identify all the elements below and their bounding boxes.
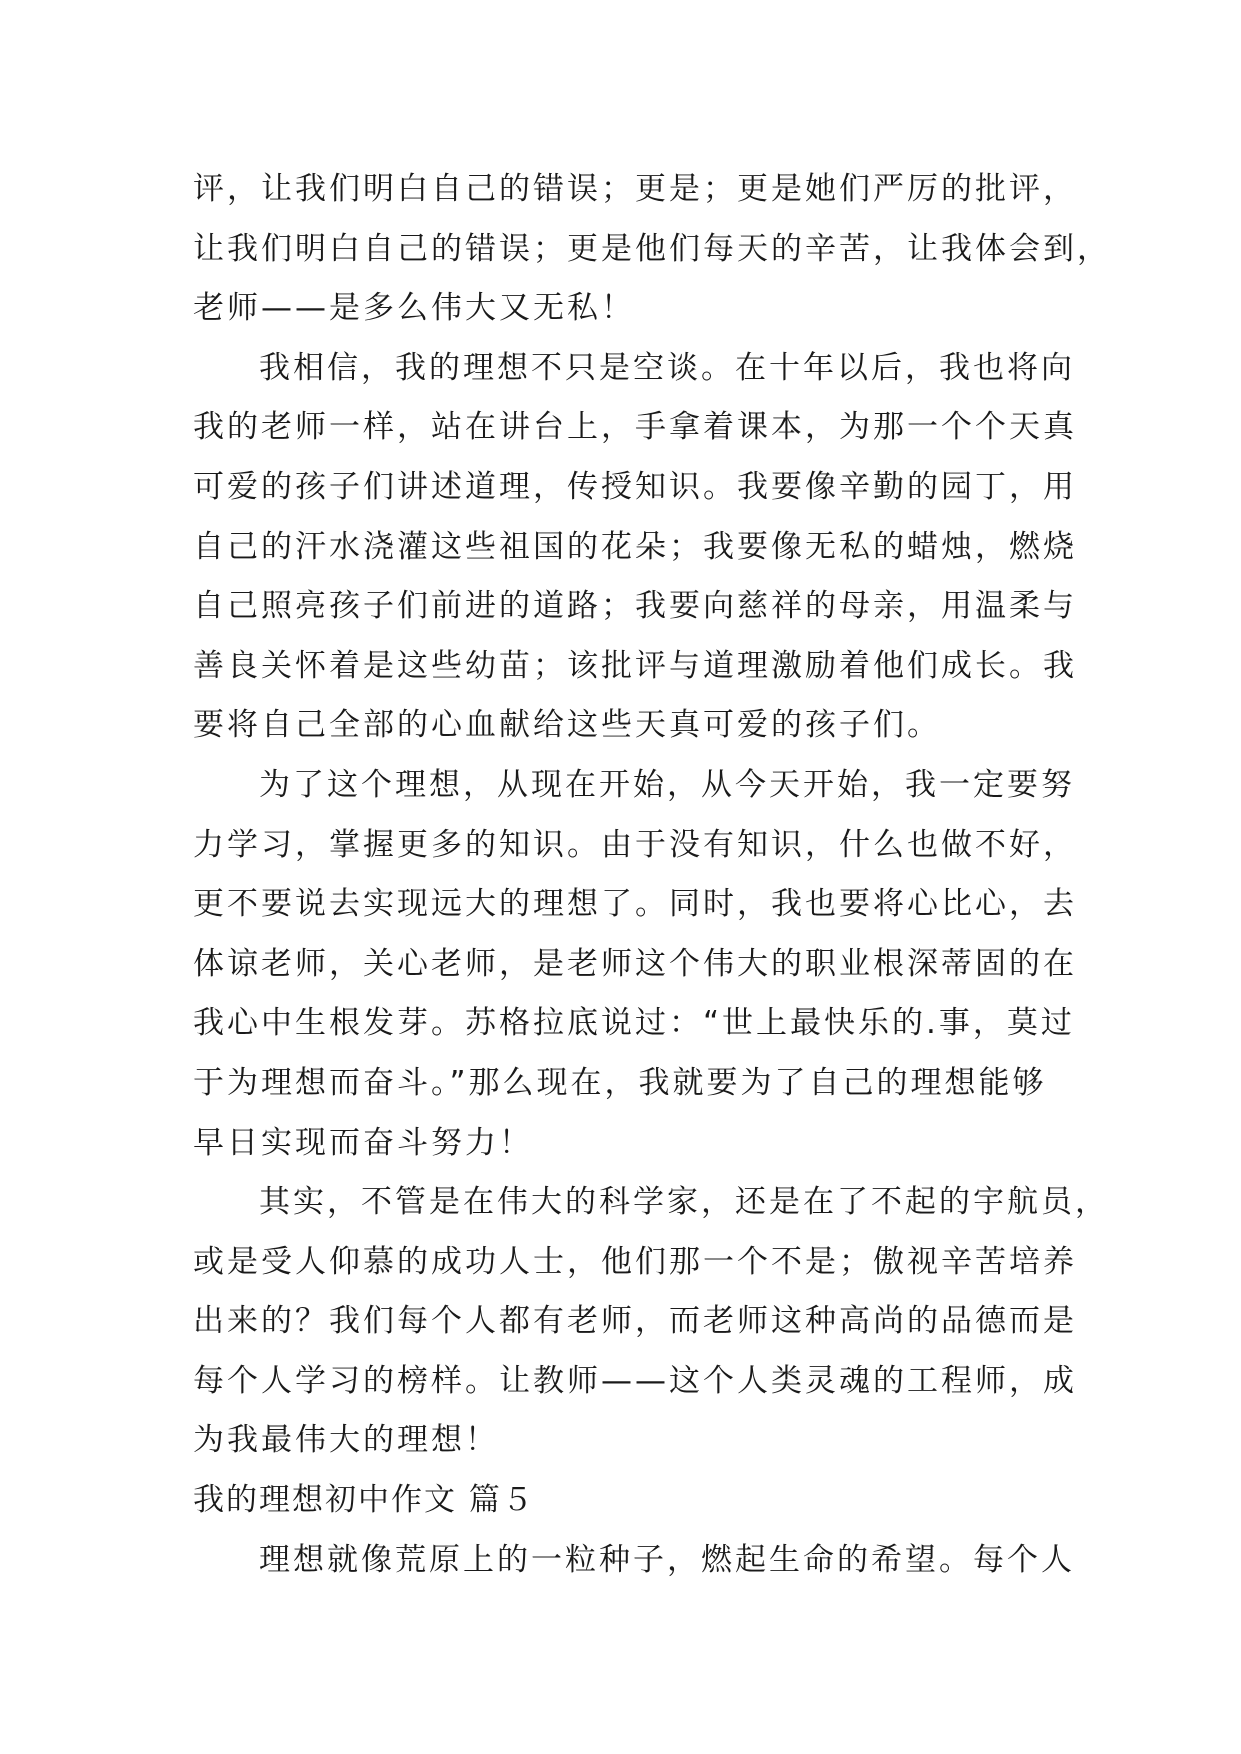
paragraph-start-line: 为了这个理想，从现在开始，从今天开始，我一定要努 <box>259 766 1075 803</box>
text-line: 评，让我们明白自己的错误；更是；更是她们严厉的批评， <box>193 171 1077 207</box>
paragraph-start-line: 我相信，我的理想不只是空谈。在十年以后，我也将向 <box>259 349 1075 386</box>
text-line: 或是受人仰慕的成功人士，他们那一个不是；傲视辛苦培养 <box>193 1243 1077 1280</box>
document-body <box>193 160 1111 1590</box>
text-line: 可爱的孩子们讲述道理，传授知识。我要像辛勤的园丁，用 <box>193 468 1077 505</box>
text-line: 为我最伟大的理想！ <box>193 1422 499 1459</box>
text-line: 善良关怀着是这些幼苗；该批评与道理激励着他们成长。我 <box>193 647 1077 684</box>
text-line: 让我们明白自己的错误；更是他们每天的辛苦，让我体会到， <box>193 230 1111 267</box>
text-line: 力学习，掌握更多的知识。由于没有知识，什么也做不好， <box>193 826 1077 863</box>
text-line: 自己的汗水浇灌这些祖国的花朵；我要像无私的蜡烛，燃烧 <box>193 528 1077 565</box>
text-line: 我心中生根发芽。苏格拉底说过：“世上最快乐的.事，莫过 <box>193 1005 1075 1042</box>
text-line: 于为理想而奋斗。”那么现在，我就要为了自己的理想能够 <box>193 1064 1047 1101</box>
text-line: 早日实现而奋斗努力！ <box>193 1124 533 1161</box>
section-heading: 我的理想初中作文 篇５ <box>193 1482 535 1519</box>
text-line: 每个人学习的榜样。让教师——这个人类灵魂的工程师，成 <box>193 1362 1077 1399</box>
text-line: 体谅老师，关心老师，是老师这个伟大的职业根深蒂固的在 <box>193 945 1077 982</box>
paragraph-start-line: 理想就像荒原上的一粒种子，燃起生命的希望。每个人 <box>259 1541 1075 1578</box>
text-line: 老师——是多么伟大又无私！ <box>193 290 635 327</box>
text-line: 要将自己全部的心血献给这些天真可爱的孩子们。 <box>193 707 941 744</box>
text-line: 出来的？我们每个人都有老师，而老师这种高尚的品德而是 <box>193 1303 1077 1340</box>
text-line: 自己照亮孩子们前进的道路；我要向慈祥的母亲，用温柔与 <box>193 588 1077 625</box>
paragraph-start-line: 其实，不管是在伟大的科学家，还是在了不起的宇航员， <box>259 1184 1109 1221</box>
text-line: 我的老师一样，站在讲台上，手拿着课本，为那一个个天真 <box>193 409 1077 446</box>
text-line: 更不要说去实现远大的理想了。同时，我也要将心比心，去 <box>193 886 1077 923</box>
